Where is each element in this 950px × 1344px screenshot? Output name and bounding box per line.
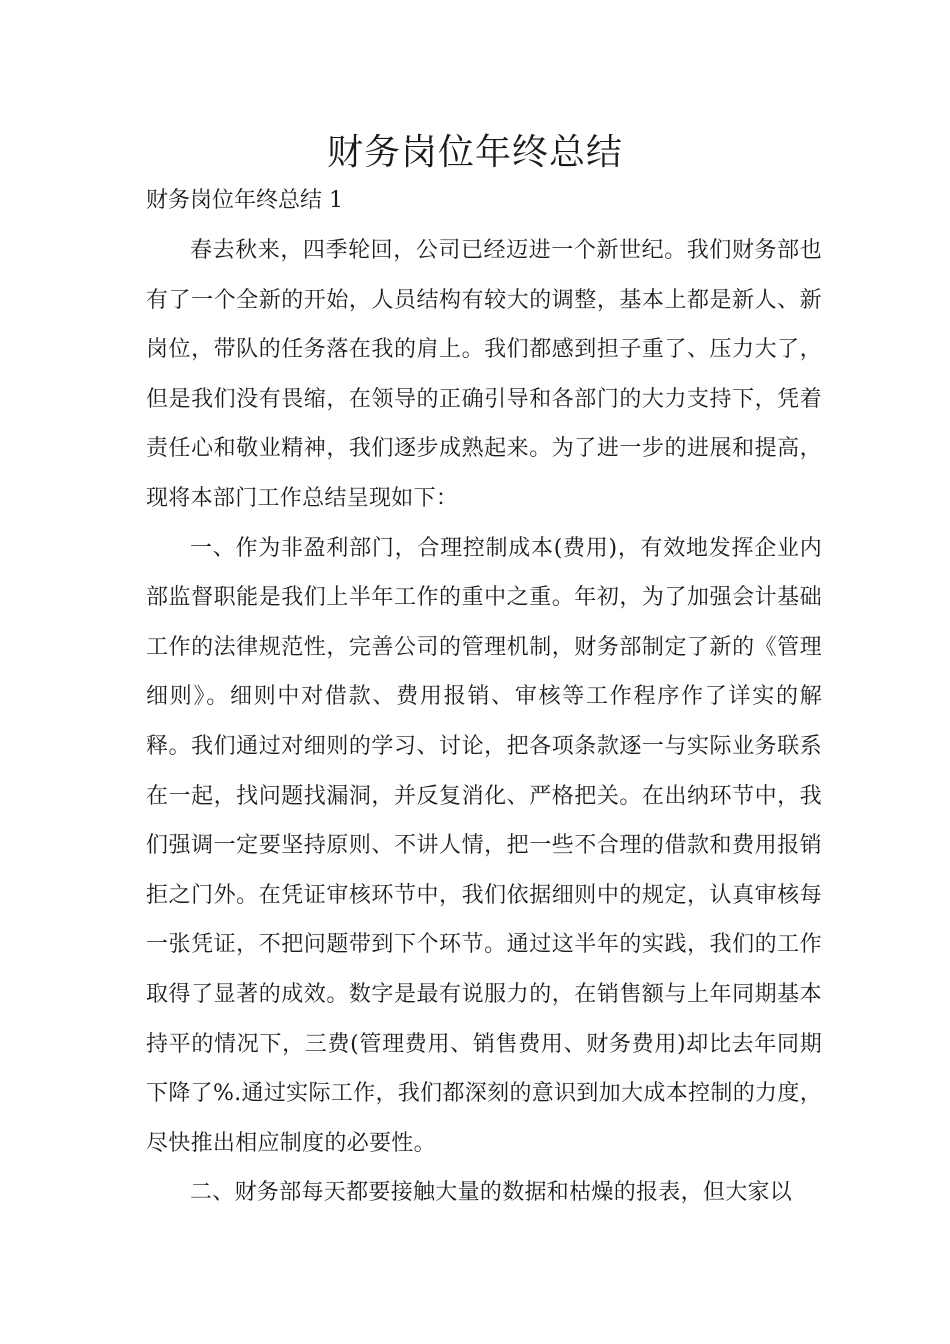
- document-body: [146, 226, 822, 1218]
- paragraph-section-one: 一、作为非盈利部门，合理控制成本(费用)，有效地发挥企业内部监督职能是我们上半年工作的重中之重。年初，为了加强会计基础工作的法律规范性，完善公司的管理机制，财务部制定了新的《管理细则》。细则中对借款、费用报销、审核等工作程序作了详实的解释。我们通过对细则的学习、讨论，把各项条款逐一与实际业务联系在一起，找问题找漏洞，并反复消化、严格把关。在出纳环节中，我们强调一定要坚持原则、不讲人情，把一些不合理的借款和费用报销拒之门外。在凭证审核环节中，我们依据细则中的规定，认真审核每一张凭证，不把问题带到下个环节。通过这半年的实践，我们的工作取得了显著的成效。数字是最有说服力的，在销售额与上年同期基本持平的情况下，三费(管理费用、销售费用、财务费用)却比去年同期下降了%.通过实际工作，我们都深刻的意识到加大成本控制的力度，尽快推出相应制度的必要性。: [146, 535, 822, 1156]
- document-subtitle: 财务岗位年终总结 1: [146, 188, 343, 213]
- document-title: 财务岗位年终总结: [326, 132, 623, 173]
- paragraph-section-two: 二、财务部每天都要接触大量的数据和枯燥的报表，但大家以: [190, 1180, 793, 1206]
- paragraph-intro: 春去秋来，四季轮回，公司已经迈进一个新世纪。我们财务部也有了一个全新的开始，人员结构有较大的调整，基本上都是新人、新岗位，带队的任务落在我的肩上。我们都感到担子重了、压力大了，但是我们没有畏缩，在领导的正确引导和各部门的大力支持下，凭着责任心和敬业精神，我们逐步成熟起来。为了进一步的进展和提高，现将本部门工作总结呈现如下：: [146, 238, 822, 511]
